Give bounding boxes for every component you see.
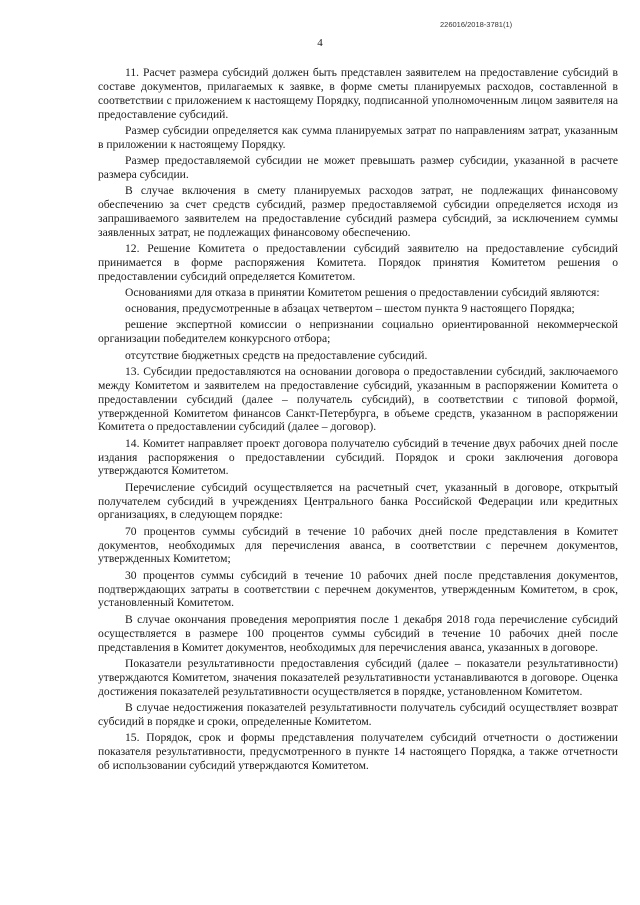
paragraph: основания, предусмотренные в абзацах четвертом – шестом пункта 9 настоящего Порядка; — [125, 302, 575, 316]
document-body — [98, 66, 618, 775]
paragraph: Основаниями для отказа в принятии Комитетом решения о предоставлении субсидий являются: — [125, 286, 600, 300]
paragraph: Размер субсидии определяется как сумма планируемых затрат по направлениям затрат, указанным в приложении к настоящему Порядку. — [98, 123, 618, 151]
paragraph: отсутствие бюджетных средств на предоставление субсидий. — [125, 348, 428, 362]
paragraph: Показатели результативности предоставления субсидий (далее – показатели результативности) утверждаются Комитетом, значения показателей результативности устанавливаются в договоре. Оценка достижения показателей результативности осуществляется в порядке, установленном Комитетом. — [98, 656, 618, 698]
paragraph: 15. Порядок, срок и формы представления получателем субсидий отчетности о достижении показателя результативности, предусмотренного в пункте 14 настоящего Порядка, а также отчетности об использовании субсидий утверждаются Комитетом. — [98, 730, 618, 772]
paragraph: В случае включения в смету планируемых расходов затрат, не подлежащих финансовому обеспечению за счет средств субсидий, размер предоставляемой субсидии определяется исходя из запрашиваемого заявителем на предоставление субсидий размера субсидий, за исключением суммы заявленных затрат, не подлежащих финансовому обеспечению. — [98, 184, 618, 239]
paragraph: 11. Расчет размера субсидий должен быть представлен заявителем на предоставление субсидий в составе документов, прилагаемых к заявке, в форме сметы планируемых расходов, составленной в соответствии с приложением к настоящему Порядку, подписанной уполномоченным лицом заявителя на предоставление субсидий. — [98, 66, 618, 121]
paragraph: В случае окончания проведения мероприятия после 1 декабря 2018 года перечисление субсидий осуществляется в размере 100 процентов суммы субсидий в течение 10 рабочих дней после представления в Комитет документов, необходимых для перечисления аванса, указанных в договоре. — [98, 612, 618, 654]
paragraph: В случае недостижения показателей результативности получатель субсидий осуществляет возврат субсидий в порядке и сроки, определенные Комитетом. — [98, 700, 618, 728]
paragraph: 13. Субсидии предоставляются на основании договора о предоставлении субсидий, заключаемого между Комитетом и заявителем на предоставление субсидий, указанным в распоряжении Комитета о предоставлении субсидий (далее – получатель субсидий), в соответствии с типовой формой, утвержденной Комитетом финансов Санкт-Петербурга, в объеме средств, указанном в распоряжении Комитета о предоставлении субсидий (далее – договор). — [98, 364, 618, 434]
paragraph: 14. Комитет направляет проект договора получателю субсидий в течение двух рабочих дней после издания распоряжения о предоставлении субсидий. Порядок и сроки заключения договора утверждаются Комитетом. — [98, 436, 618, 478]
paragraph: решение экспертной комиссии о непризнании социально ориентированной некоммерческой организации победителем конкурсного отбора; — [98, 318, 618, 346]
paragraph: Перечисление субсидий осуществляется на расчетный счет, указанный в договоре, открытый получателем субсидий в учреждениях Центрального банка Российской Федерации или кредитных организациях, в следующем порядке: — [98, 480, 618, 522]
paragraph: 30 процентов суммы субсидий в течение 10 рабочих дней после представления документов, подтверждающих затраты в соответствии с перечнем документов, утвержденным Комитетом, в срок, установленный Комитетом. — [98, 568, 618, 610]
paragraph: Размер предоставляемой субсидии не может превышать размер субсидии, указанной в расчете размера субсидии. — [98, 154, 618, 181]
page-number: 4 — [317, 37, 323, 49]
paragraph: 70 процентов суммы субсидий в течение 10 рабочих дней после представления в Комитет документов, необходимых для перечисления аванса, в соответствии с перечнем документов, утвержденных Комитетом; — [98, 524, 618, 566]
paragraph: 12. Решение Комитета о предоставлении субсидий заявителю на предоставление субсидий принимается в форме распоряжения Комитета. Порядок принятия Комитетом решения о предоставлении субсидий определяется Комитетом. — [98, 242, 618, 283]
document-id: 226016/2018-3781(1) — [440, 20, 513, 29]
